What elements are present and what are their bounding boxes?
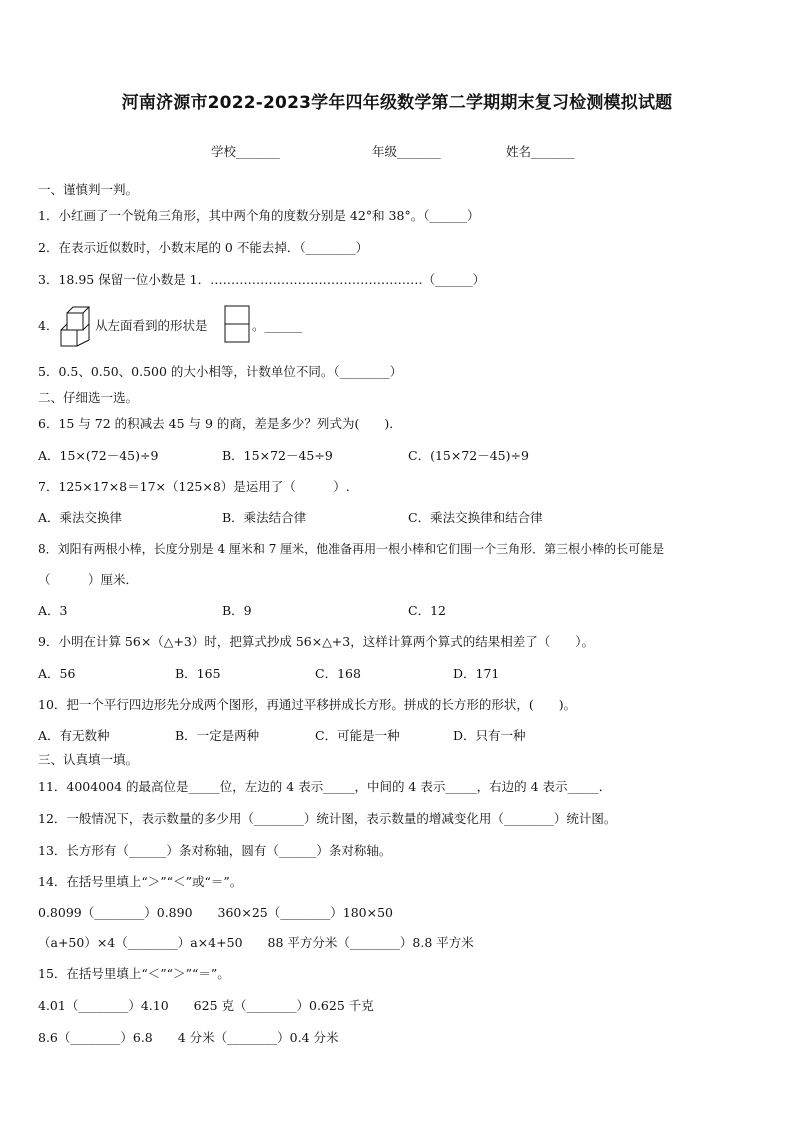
- question-7: 7．125×17×8＝17×（125×8）是运用了（ ）.: [38, 479, 350, 494]
- section-heading-3: 三、认真填一填。: [38, 752, 139, 767]
- question-7-option-a: A．乘法交换律: [38, 510, 123, 525]
- question-6-option-b: B．15×72－45÷9: [222, 448, 333, 463]
- question-9: 9．小明在计算 56×（△+3）时，把算式抄成 56×△+3，这样计算两个算式的结果相差了（ ）。: [38, 634, 594, 649]
- question-10-option-c: C．可能是一种: [315, 728, 400, 743]
- question-10-option-d: D．只有一种: [453, 728, 526, 743]
- question-12: 12．一般情况下，表示数量的多少用（________）统计图，表示数量的增减变化用（________）统计图。: [38, 811, 617, 826]
- section-heading-1: 一、谨慎判一判。: [38, 182, 139, 197]
- question-14: 14．在括号里填上“＞”“＜”或“＝”。: [38, 874, 243, 889]
- question-9-option-a: A．56: [38, 666, 76, 681]
- question-6-option-a: A．15×(72－45)÷9: [38, 448, 159, 463]
- question-8-line-2: （ ）厘米．: [38, 572, 139, 587]
- question-14-line-1: 0.8099（________）0.890 360×25（________）180×50: [38, 905, 393, 920]
- question-5: 5．0.5、0.50、0.500 的大小相等，计数单位不同。（________）: [38, 364, 403, 379]
- question-4-answer: 。______: [252, 318, 303, 333]
- question-10-option-a: A．有无数种: [38, 728, 110, 743]
- question-14-line-2: （a+50）×4（________）a×4+50 88 平方分米（________）8.8 平方米: [38, 935, 474, 950]
- question-7-option-c: C．乘法交换律和结合律: [408, 510, 543, 525]
- school-field: 学校_______: [211, 144, 280, 159]
- question-6: 6．15 与 72 的积减去 45 与 9 的商，差是多少？列式为( )．: [38, 416, 402, 431]
- page-title: 河南济源市2022-2023学年四年级数学第二学期期末复习检测模拟试题: [121, 93, 673, 113]
- question-1: 1．小红画了一个锐角三角形，其中两个角的度数分别是 42°和 38°。（______）: [38, 208, 480, 223]
- section-heading-2: 二、仔细选一选。: [38, 390, 139, 405]
- question-8-option-a: A．3: [38, 603, 68, 618]
- question-9-option-c: C．168: [315, 666, 361, 681]
- question-9-option-d: D．171: [453, 666, 500, 681]
- question-10-option-b: B．一定是两种: [175, 728, 260, 743]
- question-6-option-c: C．(15×72－45)÷9: [408, 448, 529, 463]
- question-4-number: 4．: [38, 318, 59, 333]
- stacked-cubes-figure: [60, 306, 92, 350]
- question-3: 3．18.95 保留一位小数是 1．……………………………………………（______）: [38, 272, 486, 287]
- question-4-text: 从左面看到的形状是: [95, 318, 208, 333]
- question-2: 2．在表示近似数时，小数末尾的 0 不能去掉．（________）: [38, 240, 369, 255]
- question-11: 11．4004004 的最高位是_____位，左边的 4 表示_____，中间的 4 表示_____，右边的 4 表示_____．: [38, 779, 612, 794]
- question-15-line-2: 8.6（________）6.8 4 分米（________）0.4 分米: [38, 1030, 339, 1045]
- name-field: 姓名_______: [506, 144, 575, 159]
- question-7-option-b: B．乘法结合律: [222, 510, 307, 525]
- question-13: 13．长方形有（______）条对称轴，圆有（______）条对称轴。: [38, 843, 392, 858]
- left-view-figure: [224, 305, 250, 343]
- question-10: 10．把一个平行四边形先分成两个图形，再通过平移拼成长方形。拼成的长方形的形状，( )。: [38, 697, 577, 712]
- question-9-option-b: B．165: [175, 666, 221, 681]
- grade-field: 年级_______: [372, 144, 441, 159]
- question-15-line-1: 4.01（________）4.10 625 克（________）0.625 千克: [38, 998, 374, 1013]
- question-8-line-1: 8．刘阳有两根小棒，长度分别是 4 厘米和 7 厘米，他准备再用一根小棒和它们围一个三角形．第三根小棒的长可能是: [38, 542, 665, 556]
- question-8-option-b: B．9: [222, 603, 252, 618]
- question-8-option-c: C．12: [408, 603, 446, 618]
- question-15: 15．在括号里填上“＜”“＞”“＝”。: [38, 966, 230, 981]
